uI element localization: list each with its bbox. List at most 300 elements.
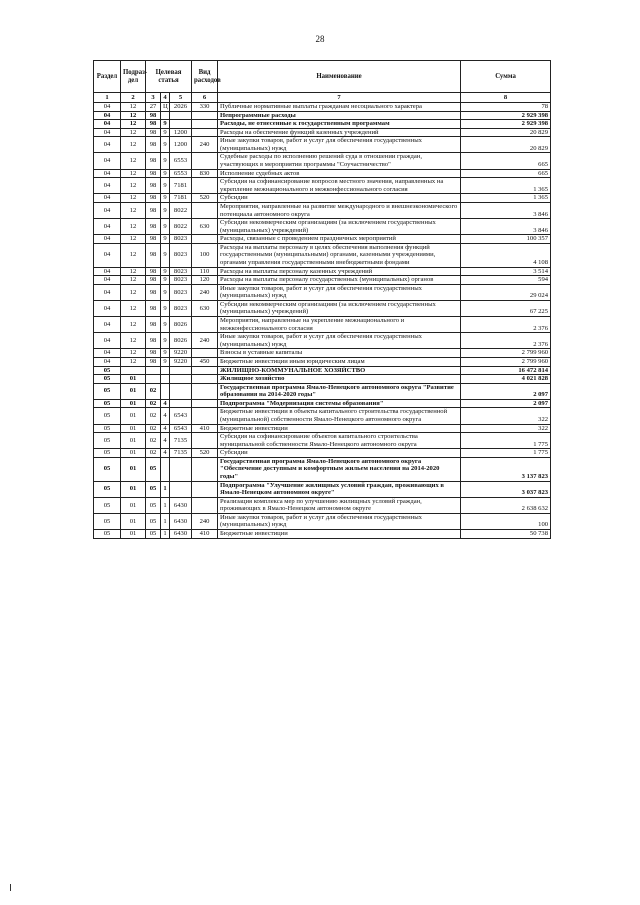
razdel-cell: 05 bbox=[94, 497, 121, 513]
podrazdel-cell: 12 bbox=[121, 111, 146, 120]
code-cell: 9220 bbox=[170, 349, 192, 358]
code-cell bbox=[170, 366, 192, 375]
article-cell: 02 bbox=[146, 433, 161, 449]
subarticle-cell: 9 bbox=[161, 169, 170, 178]
code-cell bbox=[170, 399, 192, 408]
table-body bbox=[94, 103, 551, 539]
podrazdel-cell: 01 bbox=[121, 399, 146, 408]
code-cell: 8023 bbox=[170, 267, 192, 276]
table-row bbox=[94, 449, 551, 458]
vid-cell bbox=[192, 375, 218, 384]
subarticle-cell: 9 bbox=[161, 219, 170, 235]
subarticle-cell: 9 bbox=[161, 120, 170, 129]
podrazdel-cell: 01 bbox=[121, 383, 146, 399]
article-cell: 02 bbox=[146, 449, 161, 458]
podrazdel-cell: 12 bbox=[121, 194, 146, 203]
article-cell: 98 bbox=[146, 111, 161, 120]
budget-table bbox=[93, 60, 551, 539]
name-cell: Субсидия на софинансирование вопросов местного значения, направленных на укрепление межнационального и межконфессионального согласия bbox=[218, 178, 461, 194]
subarticle-cell: 1 bbox=[161, 513, 170, 529]
subarticle-cell: 1 bbox=[161, 497, 170, 513]
article-cell: 98 bbox=[146, 178, 161, 194]
razdel-cell: 04 bbox=[94, 276, 121, 285]
podrazdel-cell: 01 bbox=[121, 481, 146, 497]
podrazdel-cell: 12 bbox=[121, 300, 146, 316]
margin-mark bbox=[10, 884, 11, 891]
subarticle-cell bbox=[161, 111, 170, 120]
name-cell: Иные закупки товаров, работ и услуг для обеспечения государственных (муниципальных) нужд bbox=[218, 137, 461, 153]
subarticle-cell: 9 bbox=[161, 137, 170, 153]
name-cell: Субсидии bbox=[218, 194, 461, 203]
subarticle-cell bbox=[161, 457, 170, 481]
table-row bbox=[94, 178, 551, 194]
razdel-cell: 04 bbox=[94, 243, 121, 267]
code-cell: 8023 bbox=[170, 276, 192, 285]
subarticle-cell: 9 bbox=[161, 235, 170, 244]
subarticle-cell: 9 bbox=[161, 276, 170, 285]
table-row bbox=[94, 424, 551, 433]
table-row bbox=[94, 284, 551, 300]
table-row bbox=[94, 202, 551, 218]
razdel-cell: 04 bbox=[94, 300, 121, 316]
header-row bbox=[94, 61, 551, 93]
vid-cell: 240 bbox=[192, 513, 218, 529]
sum-cell: 29 024 bbox=[461, 284, 551, 300]
vid-cell: 240 bbox=[192, 284, 218, 300]
podrazdel-cell: 12 bbox=[121, 276, 146, 285]
subarticle-cell: 9 bbox=[161, 357, 170, 366]
code-cell: 8023 bbox=[170, 235, 192, 244]
razdel-cell: 04 bbox=[94, 103, 121, 112]
vid-cell bbox=[192, 366, 218, 375]
vid-cell: 520 bbox=[192, 449, 218, 458]
sum-cell: 100 357 bbox=[461, 235, 551, 244]
subarticle-cell: 9 bbox=[161, 194, 170, 203]
razdel-cell: 04 bbox=[94, 120, 121, 129]
sum-cell: 2 097 bbox=[461, 383, 551, 399]
sum-cell: 665 bbox=[461, 169, 551, 178]
podrazdel-cell: 12 bbox=[121, 284, 146, 300]
table-row bbox=[94, 333, 551, 349]
name-cell: Мероприятия, направленные на укрепление межнационального и межконфессионального согласия bbox=[218, 317, 461, 333]
code-cell: 7181 bbox=[170, 194, 192, 203]
name-cell: Мероприятия, направленные на развитие международного и внешнеэкономического потенциала автономного округа bbox=[218, 202, 461, 218]
table-row bbox=[94, 408, 551, 424]
sum-cell: 3 846 bbox=[461, 219, 551, 235]
table-row bbox=[94, 194, 551, 203]
code-cell bbox=[170, 375, 192, 384]
subarticle-cell bbox=[161, 366, 170, 375]
podrazdel-cell: 12 bbox=[121, 169, 146, 178]
table-row bbox=[94, 349, 551, 358]
sum-cell: 20 829 bbox=[461, 137, 551, 153]
name-cell: Подпрограмма "Улучшение жилищных условий граждан, проживающих в Ямало-Ненецком автономном округе" bbox=[218, 481, 461, 497]
vid-cell: 240 bbox=[192, 137, 218, 153]
podrazdel-cell: 12 bbox=[121, 219, 146, 235]
article-cell: 98 bbox=[146, 169, 161, 178]
index-cell: 2 bbox=[121, 93, 146, 103]
name-cell: Иные закупки товаров, работ и услуг для обеспечения государственных (муниципальных) нужд bbox=[218, 513, 461, 529]
vid-cell bbox=[192, 235, 218, 244]
table-row bbox=[94, 513, 551, 529]
table-row bbox=[94, 137, 551, 153]
sum-cell: 322 bbox=[461, 408, 551, 424]
subarticle-cell: 4 bbox=[161, 449, 170, 458]
name-cell: Расходы на выплаты персоналу казенных учреждений bbox=[218, 267, 461, 276]
article-cell: 98 bbox=[146, 333, 161, 349]
code-cell: 7135 bbox=[170, 433, 192, 449]
index-row bbox=[94, 93, 551, 103]
table-row bbox=[94, 497, 551, 513]
vid-cell: 410 bbox=[192, 424, 218, 433]
name-cell: Публичные нормативные выплаты гражданам несоциального характера bbox=[218, 103, 461, 112]
vid-cell bbox=[192, 128, 218, 137]
vid-cell bbox=[192, 111, 218, 120]
code-cell: 8022 bbox=[170, 202, 192, 218]
vid-cell bbox=[192, 481, 218, 497]
subarticle-cell bbox=[161, 375, 170, 384]
code-cell: 8022 bbox=[170, 219, 192, 235]
article-cell: 98 bbox=[146, 267, 161, 276]
vid-cell: 410 bbox=[192, 530, 218, 539]
vid-cell bbox=[192, 178, 218, 194]
vid-cell bbox=[192, 497, 218, 513]
sum-cell: 1 365 bbox=[461, 178, 551, 194]
sum-cell: 3 137 823 bbox=[461, 457, 551, 481]
razdel-cell: 05 bbox=[94, 399, 121, 408]
header-podrazdel: Подраз-дел bbox=[121, 61, 146, 93]
podrazdel-cell: 01 bbox=[121, 449, 146, 458]
article-cell: 98 bbox=[146, 235, 161, 244]
name-cell: Реализация комплекса мер по улучшению жилищных условий граждан, проживающих в Ямало-Ненецком автономном округе bbox=[218, 497, 461, 513]
name-cell: Субсидии bbox=[218, 449, 461, 458]
subarticle-cell: 9 bbox=[161, 349, 170, 358]
article-cell bbox=[146, 366, 161, 375]
article-cell: 98 bbox=[146, 137, 161, 153]
vid-cell bbox=[192, 202, 218, 218]
sum-cell: 50 738 bbox=[461, 530, 551, 539]
podrazdel-cell: 12 bbox=[121, 235, 146, 244]
table-row bbox=[94, 366, 551, 375]
name-cell: Бюджетные инвестиции bbox=[218, 424, 461, 433]
podrazdel-cell: 01 bbox=[121, 408, 146, 424]
subarticle-cell: 9 bbox=[161, 153, 170, 169]
code-cell: 9220 bbox=[170, 357, 192, 366]
subarticle-cell: 9 bbox=[161, 300, 170, 316]
sum-cell: 2 097 bbox=[461, 399, 551, 408]
code-cell bbox=[170, 111, 192, 120]
razdel-cell: 04 bbox=[94, 284, 121, 300]
podrazdel-cell: 12 bbox=[121, 357, 146, 366]
sum-cell: 2 799 960 bbox=[461, 349, 551, 358]
code-cell: 6543 bbox=[170, 408, 192, 424]
razdel-cell: 04 bbox=[94, 153, 121, 169]
index-cell: 7 bbox=[218, 93, 461, 103]
razdel-cell: 05 bbox=[94, 457, 121, 481]
razdel-cell: 04 bbox=[94, 219, 121, 235]
razdel-cell: 05 bbox=[94, 383, 121, 399]
article-cell: 98 bbox=[146, 153, 161, 169]
sum-cell: 16 472 814 bbox=[461, 366, 551, 375]
code-cell: 1200 bbox=[170, 137, 192, 153]
article-cell: 02 bbox=[146, 399, 161, 408]
razdel-cell: 05 bbox=[94, 433, 121, 449]
vid-cell: 630 bbox=[192, 219, 218, 235]
podrazdel-cell: 12 bbox=[121, 317, 146, 333]
vid-cell: 330 bbox=[192, 103, 218, 112]
podrazdel-cell: 01 bbox=[121, 424, 146, 433]
vid-cell: 120 bbox=[192, 276, 218, 285]
razdel-cell: 04 bbox=[94, 202, 121, 218]
name-cell: ЖИЛИЩНО-КОММУНАЛЬНОЕ ХОЗЯЙСТВО bbox=[218, 366, 461, 375]
vid-cell: 830 bbox=[192, 169, 218, 178]
razdel-cell: 04 bbox=[94, 128, 121, 137]
podrazdel-cell: 12 bbox=[121, 103, 146, 112]
name-cell: Расходы на выплаты персоналу государственных (муниципальных) органов bbox=[218, 276, 461, 285]
table-row bbox=[94, 383, 551, 399]
vid-cell bbox=[192, 433, 218, 449]
name-cell: Расходы, связанные с проведением праздничных мероприятий bbox=[218, 235, 461, 244]
table-row bbox=[94, 103, 551, 112]
subarticle-cell: Ц bbox=[161, 103, 170, 112]
code-cell: 6543 bbox=[170, 424, 192, 433]
table-row bbox=[94, 481, 551, 497]
table-row bbox=[94, 111, 551, 120]
podrazdel-cell: 12 bbox=[121, 349, 146, 358]
podrazdel-cell: 12 bbox=[121, 153, 146, 169]
code-cell: 6430 bbox=[170, 513, 192, 529]
table-row bbox=[94, 357, 551, 366]
header-name: Наименование bbox=[218, 61, 461, 93]
table-row bbox=[94, 375, 551, 384]
razdel-cell: 05 bbox=[94, 408, 121, 424]
table-row bbox=[94, 276, 551, 285]
sum-cell: 322 bbox=[461, 424, 551, 433]
sum-cell: 2 929 398 bbox=[461, 120, 551, 129]
vid-cell: 450 bbox=[192, 357, 218, 366]
code-cell: 8023 bbox=[170, 243, 192, 267]
sum-cell: 4 108 bbox=[461, 243, 551, 267]
sum-cell: 3 514 bbox=[461, 267, 551, 276]
razdel-cell: 04 bbox=[94, 194, 121, 203]
article-cell: 98 bbox=[146, 349, 161, 358]
code-cell: 8023 bbox=[170, 284, 192, 300]
table-row bbox=[94, 235, 551, 244]
sum-cell: 2 638 632 bbox=[461, 497, 551, 513]
name-cell: Непрограммные расходы bbox=[218, 111, 461, 120]
table-row bbox=[94, 530, 551, 539]
subarticle-cell: 4 bbox=[161, 399, 170, 408]
razdel-cell: 05 bbox=[94, 424, 121, 433]
razdel-cell: 05 bbox=[94, 481, 121, 497]
name-cell: Субсидии некоммерческим организациям (за исключением государственных (муниципальных) учреждений) bbox=[218, 300, 461, 316]
article-cell: 98 bbox=[146, 120, 161, 129]
sum-cell: 20 829 bbox=[461, 128, 551, 137]
article-cell: 98 bbox=[146, 357, 161, 366]
sum-cell: 3 037 823 bbox=[461, 481, 551, 497]
podrazdel-cell: 01 bbox=[121, 530, 146, 539]
header-celevaya: Целевая статья bbox=[146, 61, 192, 93]
razdel-cell: 04 bbox=[94, 178, 121, 194]
code-cell bbox=[170, 120, 192, 129]
code-cell: 1200 bbox=[170, 128, 192, 137]
podrazdel-cell: 12 bbox=[121, 243, 146, 267]
index-cell: 6 bbox=[192, 93, 218, 103]
code-cell: 7181 bbox=[170, 178, 192, 194]
razdel-cell: 05 bbox=[94, 375, 121, 384]
name-cell: Расходы, не отнесенные к государственным программам bbox=[218, 120, 461, 129]
table-row bbox=[94, 128, 551, 137]
name-cell: Расходы на выплаты персоналу в целях обеспечения выполнения функций государственными (муниципальными) органами, казенными учреждениями, органами управления государственными внебюджетными фондами bbox=[218, 243, 461, 267]
code-cell bbox=[170, 457, 192, 481]
article-cell bbox=[146, 375, 161, 384]
table-row bbox=[94, 219, 551, 235]
sum-cell: 2 929 398 bbox=[461, 111, 551, 120]
vid-cell bbox=[192, 153, 218, 169]
sum-cell: 1 775 bbox=[461, 449, 551, 458]
sum-cell: 665 bbox=[461, 153, 551, 169]
article-cell: 05 bbox=[146, 513, 161, 529]
podrazdel-cell: 01 bbox=[121, 433, 146, 449]
podrazdel-cell: 01 bbox=[121, 457, 146, 481]
header-sum: Сумма bbox=[461, 61, 551, 93]
table-row bbox=[94, 169, 551, 178]
podrazdel-cell: 01 bbox=[121, 497, 146, 513]
subarticle-cell: 9 bbox=[161, 333, 170, 349]
podrazdel-cell: 12 bbox=[121, 137, 146, 153]
code-cell bbox=[170, 481, 192, 497]
name-cell: Расходы на обеспечение функций казенных учреждений bbox=[218, 128, 461, 137]
subarticle-cell: 4 bbox=[161, 408, 170, 424]
podrazdel-cell: 12 bbox=[121, 128, 146, 137]
table-row bbox=[94, 153, 551, 169]
article-cell: 02 bbox=[146, 408, 161, 424]
subarticle-cell bbox=[161, 383, 170, 399]
name-cell: Бюджетные инвестиции bbox=[218, 530, 461, 539]
razdel-cell: 04 bbox=[94, 333, 121, 349]
name-cell: Жилищное хозяйство bbox=[218, 375, 461, 384]
podrazdel-cell: 12 bbox=[121, 333, 146, 349]
vid-cell bbox=[192, 120, 218, 129]
code-cell: 7135 bbox=[170, 449, 192, 458]
razdel-cell: 04 bbox=[94, 267, 121, 276]
article-cell: 98 bbox=[146, 276, 161, 285]
subarticle-cell: 4 bbox=[161, 424, 170, 433]
table-row bbox=[94, 300, 551, 316]
vid-cell: 110 bbox=[192, 267, 218, 276]
table-row bbox=[94, 433, 551, 449]
name-cell: Исполнение судебных актов bbox=[218, 169, 461, 178]
name-cell: Иные закупки товаров, работ и услуг для обеспечения государственных (муниципальных) нужд bbox=[218, 333, 461, 349]
article-cell: 05 bbox=[146, 481, 161, 497]
article-cell: 05 bbox=[146, 457, 161, 481]
code-cell: 6430 bbox=[170, 497, 192, 513]
index-cell: 3 bbox=[146, 93, 161, 103]
header-razdel: Раздел bbox=[94, 61, 121, 93]
vid-cell bbox=[192, 408, 218, 424]
vid-cell bbox=[192, 349, 218, 358]
vid-cell: 630 bbox=[192, 300, 218, 316]
name-cell: Субсидии некоммерческим организациям (за исключением государственных (муниципальных) учреждений) bbox=[218, 219, 461, 235]
article-cell: 98 bbox=[146, 317, 161, 333]
vid-cell: 520 bbox=[192, 194, 218, 203]
subarticle-cell: 9 bbox=[161, 317, 170, 333]
sum-cell: 2 376 bbox=[461, 317, 551, 333]
table-row bbox=[94, 317, 551, 333]
vid-cell bbox=[192, 383, 218, 399]
razdel-cell: 05 bbox=[94, 530, 121, 539]
vid-cell bbox=[192, 317, 218, 333]
subarticle-cell: 9 bbox=[161, 243, 170, 267]
podrazdel-cell: 12 bbox=[121, 267, 146, 276]
article-cell: 98 bbox=[146, 243, 161, 267]
name-cell: Субсидия на софинансирование объектов капитального строительства муниципальной собственности Ямало-Ненецкого автономного округа bbox=[218, 433, 461, 449]
subarticle-cell: 4 bbox=[161, 433, 170, 449]
razdel-cell: 05 bbox=[94, 366, 121, 375]
table-row bbox=[94, 120, 551, 129]
article-cell: 98 bbox=[146, 284, 161, 300]
podrazdel-cell: 01 bbox=[121, 513, 146, 529]
sum-cell: 2 799 960 bbox=[461, 357, 551, 366]
article-cell: 98 bbox=[146, 194, 161, 203]
code-cell: 8026 bbox=[170, 333, 192, 349]
index-cell: 5 bbox=[170, 93, 192, 103]
table-row bbox=[94, 399, 551, 408]
sum-cell: 67 225 bbox=[461, 300, 551, 316]
sum-cell: 4 021 828 bbox=[461, 375, 551, 384]
sum-cell: 78 bbox=[461, 103, 551, 112]
article-cell: 98 bbox=[146, 128, 161, 137]
name-cell: Бюджетные инвестиции иным юридическим лицам bbox=[218, 357, 461, 366]
article-cell: 02 bbox=[146, 424, 161, 433]
subarticle-cell: 1 bbox=[161, 530, 170, 539]
sum-cell: 1 775 bbox=[461, 433, 551, 449]
index-cell: 4 bbox=[161, 93, 170, 103]
vid-cell: 240 bbox=[192, 333, 218, 349]
razdel-cell: 04 bbox=[94, 349, 121, 358]
name-cell: Бюджетные инвестиции в объекты капитального строительства государственной (муниципальной) собственности Ямало-Ненецкого автономного округа bbox=[218, 408, 461, 424]
table-row bbox=[94, 267, 551, 276]
subarticle-cell: 9 bbox=[161, 284, 170, 300]
article-cell: 98 bbox=[146, 300, 161, 316]
header-vid: Вид расходов bbox=[192, 61, 218, 93]
code-cell: 6553 bbox=[170, 153, 192, 169]
article-cell: 27 bbox=[146, 103, 161, 112]
name-cell: Иные закупки товаров, работ и услуг для обеспечения государственных (муниципальных) нужд bbox=[218, 284, 461, 300]
code-cell: 8026 bbox=[170, 317, 192, 333]
sum-cell: 100 bbox=[461, 513, 551, 529]
name-cell: Подпрограмма "Модернизация системы образования" bbox=[218, 399, 461, 408]
table-row bbox=[94, 243, 551, 267]
sum-cell: 3 846 bbox=[461, 202, 551, 218]
vid-cell bbox=[192, 399, 218, 408]
podrazdel-cell: 12 bbox=[121, 202, 146, 218]
razdel-cell: 05 bbox=[94, 449, 121, 458]
razdel-cell: 04 bbox=[94, 235, 121, 244]
razdel-cell: 04 bbox=[94, 137, 121, 153]
razdel-cell: 04 bbox=[94, 111, 121, 120]
vid-cell: 100 bbox=[192, 243, 218, 267]
article-cell: 05 bbox=[146, 497, 161, 513]
subarticle-cell: 9 bbox=[161, 128, 170, 137]
razdel-cell: 04 bbox=[94, 317, 121, 333]
index-cell: 1 bbox=[94, 93, 121, 103]
vid-cell bbox=[192, 457, 218, 481]
subarticle-cell: 9 bbox=[161, 202, 170, 218]
razdel-cell: 04 bbox=[94, 169, 121, 178]
code-cell: 6430 bbox=[170, 530, 192, 539]
subarticle-cell: 1 bbox=[161, 481, 170, 497]
